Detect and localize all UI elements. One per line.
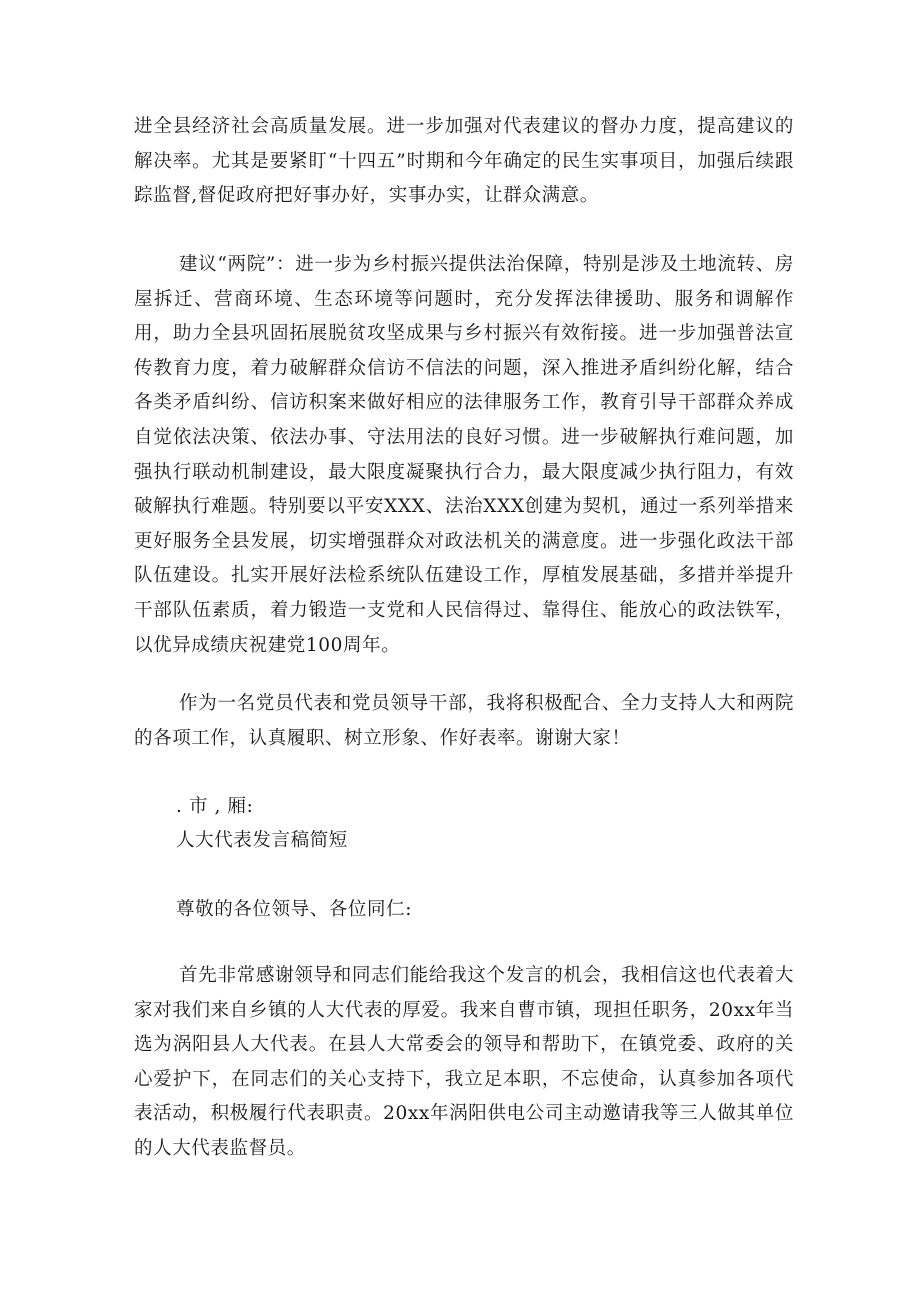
- salutation: 尊敬的各位领导、各位同仁:: [176, 899, 413, 920]
- paragraph-two-courts-suggestion: 建议“两院”：进一步为乡村振兴提供法治保障，特别是涉及土地流转、房屋拆迁、营商环境、生态环境等问题时，充分发挥法律援助、服务和调解作用，助力全县巩固拓展脱贫攻坚成果与乡村振兴有效衔接。进一步加强普法宣传教育力度，着力破解群众信访不信法的问题，深入推进矛盾纠纷化解，结合各类矛盾纠纷、信访积案来做好相应的法律服务工作，教育引导干部群众养成自觉依法决策、依法办事、守法用法的良好习惯。进一步破解执行难问题，加强执行联动机制建设，最大限度凝聚执行合力，最大限度减少执行阻力，有效破解执行难题。特别要以平安XXX、法治XXX创建为契机，通过一系列举措来更好服务全县发展，切实增强群众对政法机关的满意度。进一步强化政法干部队伍建设。扎实开展好法检系统队伍建设工作，厚植发展基础，多措并举提升干部队伍素质，着力锻造一支党和人民信得过、靠得住、能放心的政法铁军，以优异成绩庆祝建党100周年。: [134, 254, 794, 656]
- paragraph-opening-speech: 首先非常感谢领导和同志们能给我这个发言的机会，我相信这也代表着大家对我们来自乡镇的人大代表的厚爱。我来自曹市镇，现担任职务，20xx年当选为涡阳县人大代表。在县人大常委会的领导和帮助下，在镇党委、政府的关心爱护下，在同志们的关心支持下，我立足本职，不忘使命，认真参加各项代表活动，积极履行代表职责。20xx年涡阳供电公司主动邀请我等三人做其单位的人大代表监督员。: [134, 965, 794, 1159]
- section-marker: . 市 , 厢:: [176, 796, 254, 817]
- paragraph-continuation: 进全县经济社会高质量发展。进一步加强对代表建议的督办力度，提高建议的解决率。尤其是要紧盯“十四五”时期和今年确定的民生实事项目，加强后续跟踪监督,督促政府把好事办好，实事办实，让群众满意。: [134, 116, 794, 207]
- speech-title: 人大代表发言稿简短: [176, 830, 348, 851]
- paragraph-closing-remarks: 作为一名党员代表和党员领导干部，我将积极配合、全力支持人大和两院的各项工作，认真履职、树立形象、作好表率。谢谢大家！: [134, 693, 794, 749]
